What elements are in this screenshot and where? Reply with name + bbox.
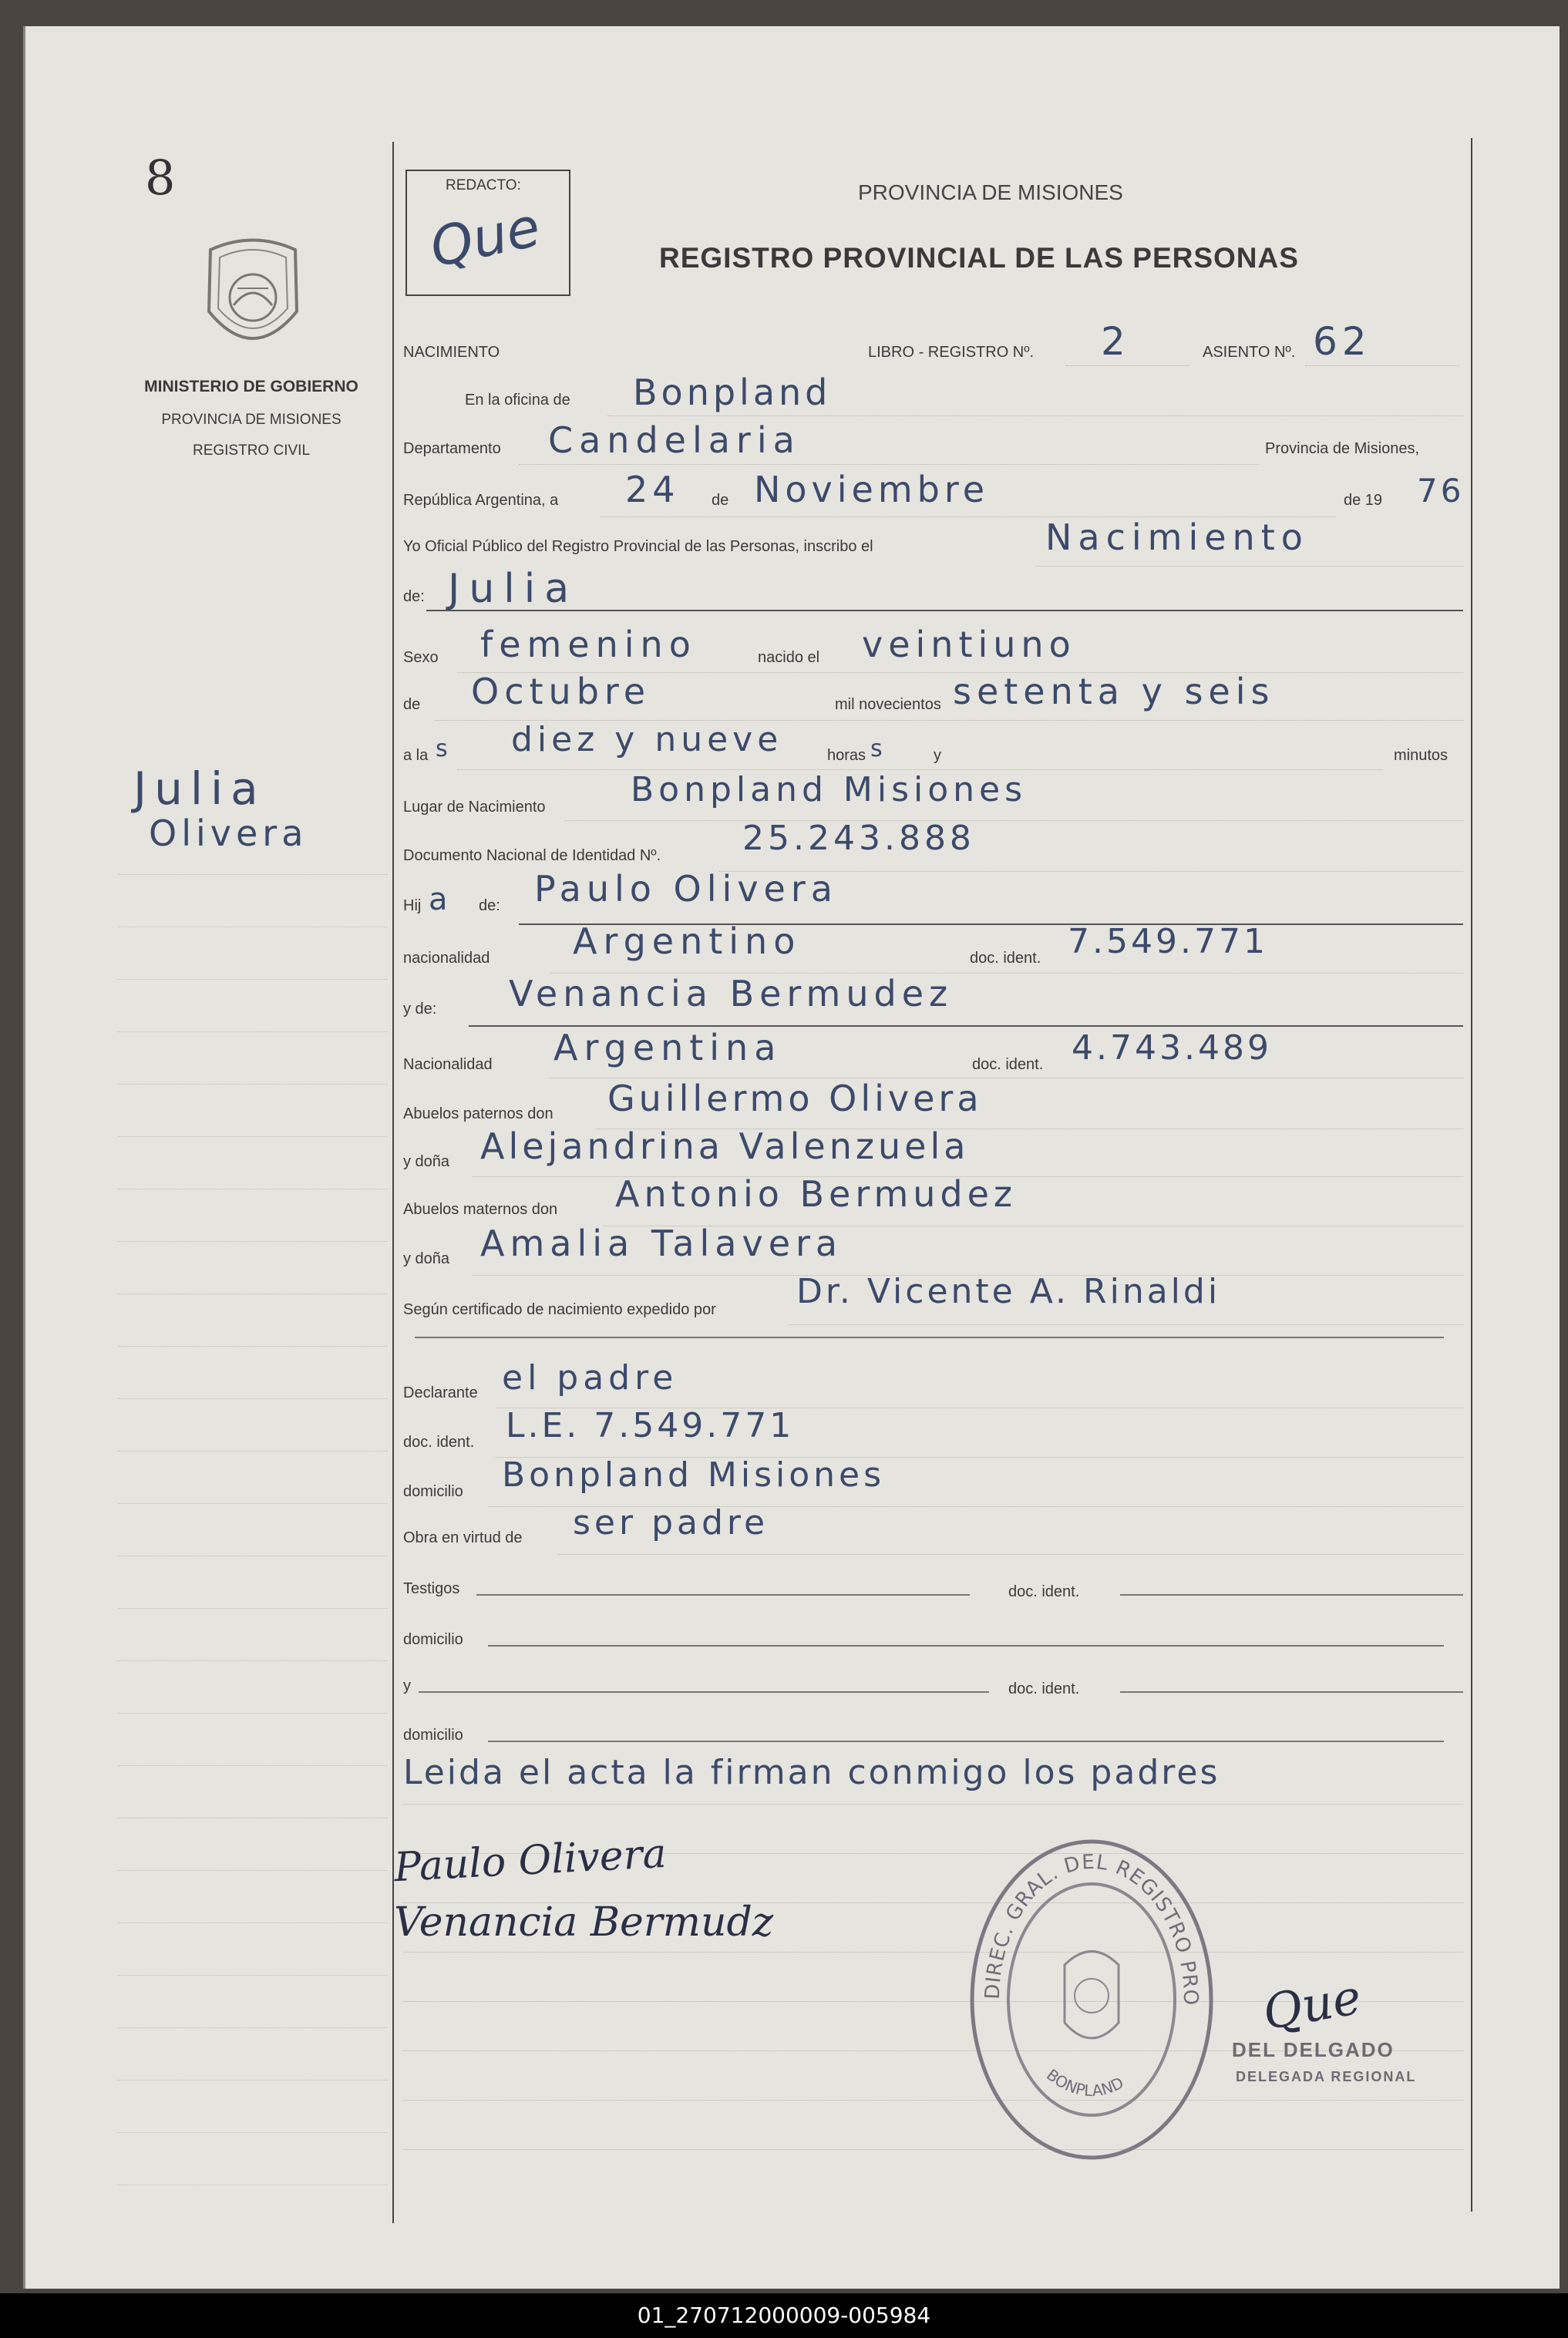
margin-rule — [118, 1293, 388, 1294]
nac-madre-value: Argentina — [554, 1027, 782, 1068]
doc-padre-value: 7.549.771 — [1068, 922, 1268, 961]
padre-value: Paulo Olivera — [534, 868, 838, 910]
margin-rule — [118, 1975, 388, 1976]
nacionalidad2-label: Nacionalidad — [403, 1056, 493, 1073]
margin-rule — [118, 1608, 388, 1609]
abuelos-mat-label: Abuelos maternos don — [403, 1201, 558, 1218]
domicilio-value: Bonpland Misiones — [502, 1455, 886, 1495]
margin-rule — [118, 2027, 388, 2028]
abuelo-pat-value: Guillermo Olivera — [607, 1078, 983, 1119]
page-number: 8 — [145, 150, 176, 206]
form-right-border — [1471, 138, 1472, 2212]
dotted-rule — [789, 1324, 1463, 1325]
yo-oficial-label: Yo Oficial Público del Registro Provincial de las Personas, inscribo el — [403, 538, 873, 555]
certificado-label: Según certificado de nacimiento expedido por — [403, 1301, 716, 1318]
testigos-doc-line — [1120, 1594, 1463, 1596]
dotted-rule — [403, 1804, 1463, 1805]
declarante-label: Declarante — [403, 1384, 478, 1401]
hij-suffix: a — [429, 882, 448, 917]
dotted-rule — [519, 464, 1259, 465]
margin-rule — [118, 1241, 388, 1242]
dotted-rule — [403, 2100, 1463, 2101]
de19-label: de 19 — [1344, 492, 1383, 509]
hij-label: Hij — [403, 897, 422, 914]
abuelo-mat-value: Antonio Bermudez — [615, 1173, 1018, 1215]
signature-mother: Venancia Bermudz — [394, 1899, 774, 1946]
ministry-line3: REGISTRO CIVIL — [192, 442, 311, 459]
footer-code: 01_270712000009-005984 — [0, 2293, 1568, 2338]
nacido-label: nacido el — [758, 649, 820, 666]
de-label: de — [712, 492, 729, 509]
dni-label: Documento Nacional de Identidad Nº. — [403, 847, 661, 864]
ministry-seal-icon — [195, 234, 311, 362]
horas-suffix: s — [870, 735, 883, 762]
domicilio2-line — [488, 1645, 1444, 1647]
redacto-box — [405, 170, 570, 296]
lugar-label: Lugar de Nacimiento — [403, 799, 546, 816]
abuela-pat-value: Alejandrina Valenzuela — [480, 1125, 970, 1167]
dia-value: 24 — [625, 469, 680, 510]
asiento-value: 62 — [1313, 319, 1371, 364]
y2-label: y — [403, 1677, 411, 1694]
abuelos-pat-label: Abuelos paternos don — [403, 1105, 554, 1122]
alas-label: a la — [403, 747, 429, 764]
minutos-label: minutos — [1394, 747, 1449, 764]
name-underline — [426, 610, 1463, 611]
yde-label: y de: — [403, 1001, 437, 1018]
departamento-value: Candelaria — [548, 419, 801, 461]
y-label: y — [934, 747, 941, 764]
doc-ident2-label: doc. ident. — [972, 1056, 1044, 1073]
stamp-ring-text: DIREC. GRAL. DEL REGISTRO PRO — [981, 1850, 1203, 2006]
mes-nac-value: Octubre — [471, 671, 651, 712]
stamp-bottom-text: BONPLAND — [1043, 2065, 1127, 2101]
sexo-label: Sexo — [403, 649, 439, 666]
dotted-rule — [1035, 566, 1463, 567]
dotted-rule — [403, 1952, 1463, 1953]
testigos-line — [476, 1594, 970, 1596]
margin-rule — [118, 1346, 388, 1347]
provincia-label: Provincia de Misiones, — [1265, 440, 1420, 457]
libro-label: LIBRO - REGISTRO Nº. — [868, 344, 1035, 361]
declarante-value: el padre — [502, 1358, 678, 1398]
hora-value: diez y nueve — [511, 720, 783, 759]
oficina-label: En la oficina de — [465, 392, 570, 409]
mes-value: Noviembre — [754, 469, 990, 510]
hij-de-label: de: — [479, 897, 500, 914]
redacto-label: REDACTO: — [446, 177, 521, 193]
domicilio2-label: domicilio — [403, 1631, 463, 1648]
testigo2-line — [419, 1691, 989, 1693]
asiento-label: ASIENTO Nº. — [1203, 344, 1296, 361]
dni-value: 25.243.888 — [742, 819, 975, 858]
register-page — [23, 26, 1560, 2289]
ministry-line1: MINISTERIO DE GOBIERNO — [144, 378, 358, 395]
margin-rule — [118, 1084, 388, 1085]
doc-ident3-label: doc. ident. — [403, 1434, 475, 1451]
doc-decl-value: L.E. 7.549.771 — [506, 1406, 795, 1445]
ministry-line2: PROVINCIA DE MISIONES — [161, 412, 342, 428]
testigo2-doc-line — [1120, 1691, 1463, 1693]
registry-stamp-icon — [964, 1830, 1219, 2169]
doc-madre-value: 4.743.489 — [1072, 1028, 1272, 1068]
madre-value: Venancia Bermudez — [509, 973, 954, 1014]
nacionalidad-label: nacionalidad — [403, 950, 490, 967]
dotted-rule — [1066, 365, 1189, 366]
domicilio-label: domicilio — [403, 1483, 463, 1500]
closing-value: Leida el acta la firman conmigo los padres — [403, 1753, 1220, 1792]
margin-note-first: Julia — [133, 762, 266, 815]
nacido-value: veintiuno — [862, 624, 1076, 665]
official-stamp-line1: DEL DELGADO — [1232, 2038, 1395, 2061]
margin-rule — [118, 1870, 388, 1871]
margin-rule — [118, 1398, 388, 1399]
ydona2-label: y doña — [403, 1250, 450, 1267]
margin-rule — [118, 979, 388, 980]
margin-rule — [118, 1136, 388, 1137]
anio-nac-value: setenta y seis — [953, 671, 1275, 712]
margin-rule — [118, 1031, 388, 1032]
margin-rule — [118, 2080, 388, 2081]
section-divider — [415, 1337, 1444, 1338]
inscribo-value: Nacimiento — [1045, 516, 1309, 558]
oficina-value: Bonpland — [633, 372, 832, 413]
mil-label: mil novecientos — [835, 696, 941, 713]
libro-value: 2 — [1101, 319, 1126, 364]
abuela-mat-value: Amalia Talavera — [480, 1223, 843, 1264]
dotted-rule — [403, 2149, 1463, 2150]
official-signature: Que — [1258, 1968, 1365, 2041]
margin-note-last: Olivera — [149, 812, 308, 854]
domicilio3-label: domicilio — [403, 1727, 463, 1744]
margin-rule — [118, 2132, 388, 2133]
obra-value: ser padre — [573, 1503, 769, 1542]
header-title: REGISTRO PROVINCIAL DE LAS PERSONAS — [659, 242, 1299, 274]
sexo-value: femenino — [480, 624, 697, 665]
horas-label: horas — [827, 747, 866, 764]
redacto-initials: Que — [425, 195, 546, 280]
margin-rule — [118, 1503, 388, 1504]
lugar-value: Bonpland Misiones — [631, 770, 1028, 809]
nac-padre-value: Argentino — [573, 920, 802, 962]
obra-label: Obra en virtud de — [403, 1529, 523, 1546]
alas-suffix: s — [436, 735, 448, 762]
domicilio3-line — [488, 1741, 1444, 1742]
signature-father: Paulo Olivera — [392, 1830, 668, 1892]
ydona-label: y doña — [403, 1153, 450, 1170]
nombre-value: Julia — [448, 566, 579, 612]
svg-text:BONPLAND — [1043, 2065, 1126, 2100]
certificado-value: Dr. Vicente A. Rinaldi — [796, 1272, 1221, 1311]
doc-ident5-label: doc. ident. — [1008, 1680, 1080, 1697]
margin-rule — [118, 1765, 388, 1766]
republica-label: República Argentina, a — [403, 492, 559, 509]
margin-rule — [118, 874, 388, 875]
dotted-rule — [557, 1554, 1463, 1555]
svg-text:DIREC. GRAL. DEL REGISTRO PROV — [964, 1830, 1202, 2006]
doc-ident-label: doc. ident. — [970, 950, 1041, 967]
de-name-label: de: — [403, 588, 425, 605]
testigos-label: Testigos — [403, 1580, 460, 1597]
dotted-rule — [565, 820, 1463, 821]
margin-rule — [118, 1451, 388, 1452]
nacimiento-label: NACIMIENTO — [403, 344, 500, 361]
doc-ident4-label: doc. ident. — [1008, 1583, 1080, 1600]
margin-rule — [118, 1660, 388, 1661]
departamento-label: Departamento — [403, 440, 501, 457]
anio-value: 76 — [1417, 472, 1465, 510]
margin-rule — [118, 1713, 388, 1714]
official-stamp-line2: DELEGADA REGIONAL — [1236, 2069, 1417, 2084]
de2-label: de — [403, 696, 421, 713]
dotted-rule — [1305, 365, 1459, 366]
dotted-rule — [607, 415, 1463, 416]
header-province: PROVINCIA DE MISIONES — [858, 180, 1123, 204]
